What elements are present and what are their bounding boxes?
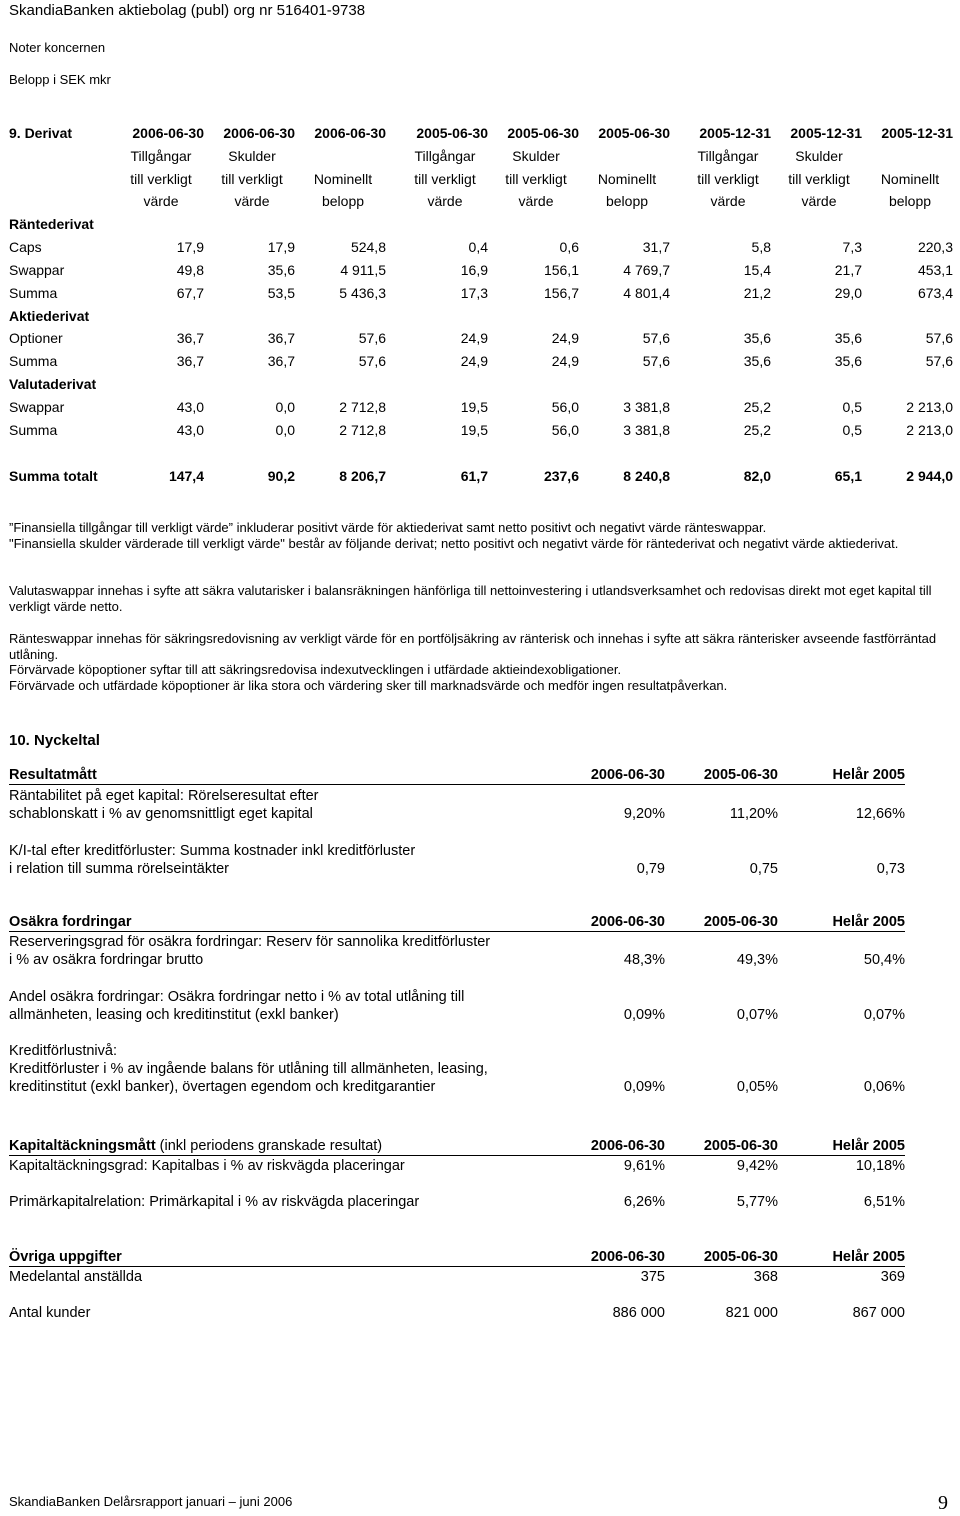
section-column-header: 2006-06-30 [590,1249,665,1265]
column-header-line: belopp [321,193,365,209]
table-cell: 57,6 [642,353,670,369]
section-column-header: Helår 2005 [832,1249,905,1265]
table-cell: 17,3 [460,285,488,301]
metric-value: 9,42% [736,1158,778,1174]
table-cell: 17,9 [176,239,204,255]
metric-value: 0,06% [863,1079,905,1095]
total-cell: 90,2 [267,468,295,484]
section-heading [9,1249,122,1265]
table-cell: 43,0 [176,399,204,415]
column-header-line: värde [518,193,554,209]
section-underline [9,1266,905,1267]
table-cell: 57,6 [358,353,386,369]
table-cell: 453,1 [917,262,953,278]
group-heading: Aktiederivat [9,308,90,324]
column-date-header: 2005-12-31 [699,125,771,141]
table-cell: 49,8 [176,262,204,278]
metric-value: 0,09% [623,1007,665,1023]
section-heading [9,914,132,930]
section-heading-title: Osäkra fordringar [9,914,132,930]
column-header-line: Tillgångar [130,148,192,164]
table-cell: 19,5 [460,422,488,438]
total-cell: 2 944,0 [906,468,953,484]
column-header-line: Skulder [228,148,276,164]
metric-value: 821 000 [725,1305,778,1321]
total-cell: 61,7 [460,468,488,484]
table-cell: 35,6 [743,353,771,369]
metric-label: Räntabilitet på eget kapital: Rörelseresultat efter [9,788,319,804]
column-header-line: till verkligt [221,171,283,187]
total-cell: 8 240,8 [623,468,670,484]
table-cell: 0,6 [559,239,579,255]
table-cell: 24,9 [460,330,488,346]
metric-value: 0,05% [736,1079,778,1095]
column-date-header: 2006-06-30 [314,125,386,141]
table-cell: 67,7 [176,285,204,301]
column-header-line: till verkligt [788,171,850,187]
table-cell: 36,7 [267,330,295,346]
table-cell: 0,4 [468,239,488,255]
derivat-title: 9. Derivat [9,125,73,141]
section-column-header: 2005-06-30 [703,914,778,930]
section-column-header: 2005-06-30 [703,767,778,783]
section-column-header: 2005-06-30 [703,1249,778,1265]
units-label: Belopp i SEK mkr [9,72,111,87]
table-cell: 2 213,0 [906,422,953,438]
metric-label: Antal kunder [9,1305,91,1321]
table-cell: 220,3 [917,239,953,255]
group-heading: Räntederivat [9,216,94,232]
table-cell: 0,0 [275,399,295,415]
metric-label: Primärkapitalrelation: Primärkapital i % av riskvägda placeringar [9,1194,420,1210]
section-heading-title: Övriga uppgifter [9,1249,122,1265]
section-underline [9,784,905,785]
metric-value: 368 [753,1269,778,1285]
section-heading-suffix: (inkl periodens granskade resultat) [155,1138,383,1154]
metric-value: 867 000 [852,1305,905,1321]
column-date-header: 2006-06-30 [132,125,204,141]
metric-value: 375 [640,1269,665,1285]
column-date-header: 2005-12-31 [881,125,953,141]
table-cell: 56,0 [551,422,579,438]
metric-label: Kreditförluster i % av ingående balans för utlåning till allmänheten, leasing, [9,1061,488,1077]
column-header-line: värde [234,193,270,209]
table-cell: 0,0 [275,422,295,438]
table-cell: 57,6 [925,330,953,346]
section-heading [9,767,97,783]
section-column-header: 2006-06-30 [590,914,665,930]
table-cell: 156,7 [543,285,579,301]
total-label: Summa totalt [9,468,98,484]
total-cell: 147,4 [168,468,204,484]
column-header-line: Skulder [795,148,843,164]
row-label: Optioner [9,330,63,346]
metric-label: K/I-tal efter kreditförluster: Summa kostnader inkl kreditförluster [9,843,416,859]
metric-value: 10,18% [855,1158,905,1174]
table-cell: 2 213,0 [906,399,953,415]
section-heading-title: Kapitaltäckningsmått [9,1138,156,1154]
note-paragraph-2: Valutaswappar innehas i syfte att säkra valutarisker i balansräkningen hänförliga till nettoinvestering i utlandsverksamhet och redovisas direkt mot eget kapital till verkligt värde netto. [9,583,932,614]
metric-value: 6,26% [623,1194,665,1210]
row-label: Swappar [9,399,65,415]
column-header-line: till verkligt [697,171,759,187]
metric-value: 12,66% [855,806,905,822]
table-cell: 156,1 [543,262,579,278]
metric-label: i % av osäkra fordringar brutto [9,952,204,968]
metric-value: 48,3% [623,952,665,968]
total-cell: 82,0 [743,468,771,484]
column-date-header: 2005-12-31 [790,125,862,141]
table-cell: 57,6 [358,330,386,346]
column-header-line: värde [801,193,837,209]
column-header-line: till verkligt [505,171,567,187]
company-header: SkandiaBanken aktiebolag (publ) org nr 516401-9738 [9,2,366,19]
column-header-line: till verkligt [130,171,192,187]
table-cell: 17,9 [267,239,295,255]
column-header-line: Nominellt [597,171,657,187]
nyckeltal-title: 10. Nyckeltal [9,732,100,749]
row-label: Swappar [9,262,65,278]
section-label: Noter koncernen [9,40,106,55]
table-cell: 4 911,5 [340,262,386,278]
table-cell: 35,6 [834,353,862,369]
metric-label: schablonskatt i % av genomsnittligt eget kapital [9,806,313,822]
section-column-header: Helår 2005 [832,914,905,930]
table-cell: 24,9 [460,353,488,369]
table-cell: 2 712,8 [339,399,386,415]
metric-value: 9,61% [623,1158,665,1174]
table-cell: 57,6 [925,353,953,369]
row-label: Summa [9,422,58,438]
table-cell: 36,7 [176,330,204,346]
metric-value: 49,3% [736,952,778,968]
table-cell: 4 801,4 [623,285,670,301]
table-cell: 31,7 [642,239,670,255]
section-column-header: Helår 2005 [832,767,905,783]
metric-value: 0,09% [623,1079,665,1095]
table-cell: 0,5 [842,422,862,438]
section-column-header: Helår 2005 [832,1138,905,1154]
table-cell: 524,8 [350,239,386,255]
table-cell: 25,2 [743,422,771,438]
table-cell: 35,6 [267,262,295,278]
table-cell: 0,5 [842,399,862,415]
table-cell: 15,4 [743,262,771,278]
table-cell: 16,9 [460,262,488,278]
section-column-header: 2005-06-30 [703,1138,778,1154]
metric-value: 9,20% [623,806,665,822]
metric-value: 50,4% [863,952,905,968]
table-cell: 21,2 [743,285,771,301]
metric-label: Medelantal anställda [9,1269,143,1285]
section-heading [9,1138,382,1154]
metric-label: Kreditförlustnivå: [9,1043,117,1059]
table-cell: 4 769,7 [623,262,670,278]
table-cell: 43,0 [176,422,204,438]
column-header-line: värde [710,193,746,209]
table-cell: 3 381,8 [623,422,670,438]
metric-label: allmänheten, leasing och kreditinstitut (exkl banker) [9,1007,339,1023]
column-header-line: belopp [605,193,649,209]
column-header-line: Tillgångar [414,148,476,164]
metric-value: 6,51% [863,1194,905,1210]
section-underline [9,931,905,932]
metric-value: 0,07% [736,1007,778,1023]
table-cell: 19,5 [460,399,488,415]
table-cell: 673,4 [917,285,953,301]
column-header-line: värde [427,193,463,209]
column-date-header: 2006-06-30 [223,125,295,141]
table-cell: 21,7 [834,262,862,278]
row-label: Caps [9,239,42,255]
metric-value: 0,79 [636,861,665,877]
group-heading: Valutaderivat [9,376,97,392]
column-date-header: 2005-06-30 [598,125,670,141]
table-cell: 5 436,3 [339,285,386,301]
table-cell: 36,7 [267,353,295,369]
note-paragraph-3: Ränteswappar innehas för säkringsredovisning av verkligt värde för en portföljsäkring av ränterisk och innehas i syfte att säkra ränterisker avseende fastförräntad utlåning. Förvärvade köpoptioner syftar till att säkringsredovisa indexutvecklingen i utfärdade aktieindexobligationer. Förvärvade och utfärdade köpoptioner är lika stora och värdering sker till marknadsvärde och medför ingen resultatpåverkan. [9,631,937,693]
section-heading-title: Resultatmått [9,767,97,783]
table-cell: 35,6 [834,330,862,346]
metric-value: 0,07% [863,1007,905,1023]
metric-value: 5,77% [736,1194,778,1210]
row-label: Summa [9,353,58,369]
total-cell: 65,1 [834,468,862,484]
column-date-header: 2005-06-30 [416,125,488,141]
table-cell: 36,7 [176,353,204,369]
column-header-line: Nominellt [313,171,373,187]
table-cell: 3 381,8 [623,399,670,415]
metric-label: Andel osäkra fordringar: Osäkra fordringar netto i % av total utlåning till [9,989,465,1005]
table-cell: 24,9 [551,330,579,346]
table-cell: 35,6 [743,330,771,346]
column-date-header: 2005-06-30 [507,125,579,141]
section-underline [9,1155,905,1156]
table-cell: 53,5 [267,285,295,301]
metric-value: 369 [880,1269,905,1285]
table-cell: 7,3 [842,239,862,255]
table-cell: 5,8 [751,239,771,255]
metric-value: 0,75 [749,861,778,877]
metric-value: 886 000 [612,1305,665,1321]
footer-text: SkandiaBanken Delårsrapport januari – juni 2006 [9,1494,293,1509]
section-column-header: 2006-06-30 [590,1138,665,1154]
column-header-line: Tillgångar [697,148,759,164]
metric-label: Kapitaltäckningsgrad: Kapitalbas i % av riskvägda placeringar [9,1158,405,1174]
table-cell: 56,0 [551,399,579,415]
column-header-line: till verkligt [414,171,476,187]
column-header-line: Skulder [512,148,560,164]
column-header-line: värde [143,193,179,209]
note-paragraph-1: ”Finansiella tillgångar till verkligt värde” inkluderar positivt värde för aktiederivat samt netto positivt och negativt värde ränteswappar. "Finansiella skulder värderade till verkligt värde" består av följande derivat; netto positivt och negativt värde för räntederivat och negativt värde aktiederivat. [9,520,899,551]
metric-value: 11,20% [729,806,778,822]
metric-label: Reserveringsgrad för osäkra fordringar: Reserv för sannolika kreditförluster [9,934,491,950]
table-cell: 2 712,8 [339,422,386,438]
total-cell: 8 206,7 [339,468,386,484]
column-header-line: belopp [888,193,932,209]
metric-label: kreditinstitut (exkl banker), övertagen egendom och kreditgarantier [9,1079,436,1095]
table-cell: 24,9 [551,353,579,369]
section-column-header: 2006-06-30 [590,767,665,783]
total-cell: 237,6 [543,468,579,484]
metric-value: 0,73 [876,861,905,877]
metric-label: i relation till summa rörelseintäkter [9,861,229,877]
table-cell: 29,0 [834,285,862,301]
table-cell: 57,6 [642,330,670,346]
row-label: Summa [9,285,58,301]
page-number: 9 [938,1492,948,1514]
table-cell: 25,2 [743,399,771,415]
column-header-line: Nominellt [880,171,940,187]
